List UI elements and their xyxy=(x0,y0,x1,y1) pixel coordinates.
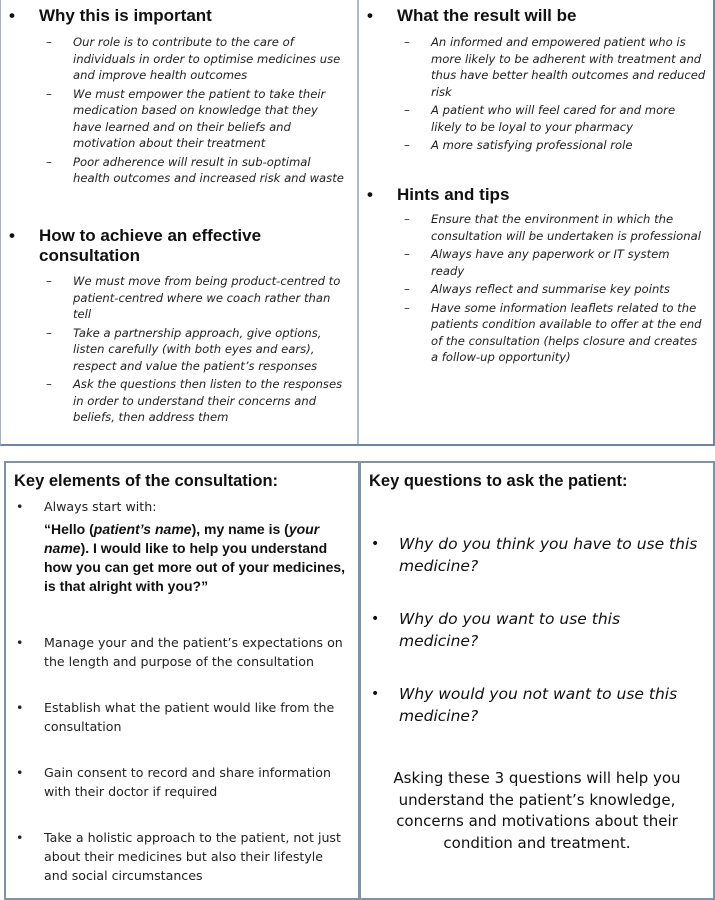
key-questions-title: Key questions to ask the patient: xyxy=(369,472,628,490)
list-item: – A patient who will feel cared for and more likely to be loyal to your pharmacy xyxy=(404,103,676,134)
bullet-icon: • xyxy=(16,830,24,845)
list-item: • Establish what the patient would like from the consultation xyxy=(16,700,335,734)
top-panel xyxy=(0,0,715,446)
section-heading: • Why this is important xyxy=(9,6,212,25)
list-item: – An informed and empowered patient who is more likely to be adherent with treatment and thus have better health outcomes and reduced risk xyxy=(404,35,706,99)
dash-icon: – xyxy=(46,274,52,288)
dash-icon: – xyxy=(404,282,410,296)
bullet-icon: • xyxy=(9,226,15,245)
bullet-icon: • xyxy=(367,185,373,204)
bullet-icon: • xyxy=(9,6,15,25)
dash-icon: – xyxy=(46,325,52,340)
top-right-column xyxy=(359,0,714,364)
dash-icon: – xyxy=(46,377,52,391)
question-item: • Why do you think you have to use this medicine? xyxy=(371,535,698,575)
list-item: – A more satisfying professional role xyxy=(404,138,633,152)
dash-icon: – xyxy=(404,138,410,152)
list-item: – We must move from being product-centred to patient-centred where we coach rather than tell xyxy=(46,274,341,321)
dash-icon: – xyxy=(404,212,410,226)
section-hints-tips xyxy=(359,185,714,368)
section-heading: • What the result will be xyxy=(367,6,577,25)
section-heading: • Hints and tips xyxy=(367,185,510,204)
key-elements-column xyxy=(6,463,356,885)
bullet-icon: • xyxy=(16,635,24,650)
list-item: • Always start with: xyxy=(16,499,157,514)
dash-icon: – xyxy=(46,86,52,101)
bullet-icon: • xyxy=(371,611,380,627)
bullet-icon: • xyxy=(371,686,380,702)
dash-icon: – xyxy=(404,103,410,117)
list-item: – Take a partnership approach, give options, listen carefully (with both eyes and ears), respect and value the patient’s responses xyxy=(46,325,322,373)
list-item: – Always reflect and summarise key points xyxy=(404,282,670,296)
key-questions-column xyxy=(361,463,713,854)
list-item: • Manage your and the patient’s expectations on the length and purpose of the consultation xyxy=(16,635,343,669)
point-list xyxy=(359,211,714,366)
list-item: • Gain consent to record and share information with their doctor if required xyxy=(16,765,331,799)
top-left-column xyxy=(1,0,357,424)
point-list xyxy=(1,273,357,426)
section-why-important xyxy=(1,6,357,187)
list-item: – We must empower the patient to take their medication based on knowledge that they have learned and on their beliefs and motivation about their treatment xyxy=(46,86,326,150)
list-item: • Take a holistic approach to the patient, not just about their medicines but also their lifestyle and social circumstances xyxy=(16,830,341,883)
question-item: • Why do you want to use this medicine? xyxy=(371,610,621,650)
key-elements-title: Key elements of the consultation: xyxy=(14,472,279,490)
list-item: – Ensure that the environment in which the consultation will be undertaken is professional xyxy=(404,212,701,243)
bullet-icon: • xyxy=(367,6,373,25)
point-list xyxy=(359,34,714,154)
bullet-icon: • xyxy=(16,765,24,780)
question-item: • Why would you not want to use this medicine? xyxy=(371,685,678,725)
list-item: – Ask the questions then listen to the responses in order to understand their concerns and beliefs, then address them xyxy=(46,377,343,424)
bullet-icon: • xyxy=(16,499,24,514)
bullet-icon: • xyxy=(16,700,24,715)
section-how-to-achieve xyxy=(1,226,357,428)
list-item: – Our role is to contribute to the care of individuals in order to optimise medicines use and improve health outcomes xyxy=(46,35,341,82)
dash-icon: – xyxy=(404,300,410,315)
list-item: – Have some information leaflets related to the patients condition available to offer at the end of the consultation (helps closure and creates a follow-up opportunity) xyxy=(404,300,702,364)
point-list xyxy=(1,34,357,187)
list-item: – Always have any paperwork or IT system ready xyxy=(404,247,670,278)
dash-icon: – xyxy=(404,35,410,49)
greeting-script: “Hello (patient’s name), my name is (your name). I would like to help you understand how you can get more out of your medicines, is that alright with you?” xyxy=(44,521,346,594)
section-heading: • How to achieve an effective consultation xyxy=(9,226,262,265)
dash-icon: – xyxy=(404,247,410,261)
dash-icon: – xyxy=(46,35,52,49)
bottom-panel xyxy=(4,461,715,900)
section-result xyxy=(359,6,714,154)
dash-icon: – xyxy=(46,154,52,169)
list-item: – Poor adherence will result in sub-optimal health outcomes and increased risk and waste xyxy=(46,154,344,185)
summary-text: Asking these 3 questions will help you understand the patient’s knowledge, concerns and motivations about their condition and treatment. xyxy=(393,769,681,852)
bullet-icon: • xyxy=(371,536,380,552)
